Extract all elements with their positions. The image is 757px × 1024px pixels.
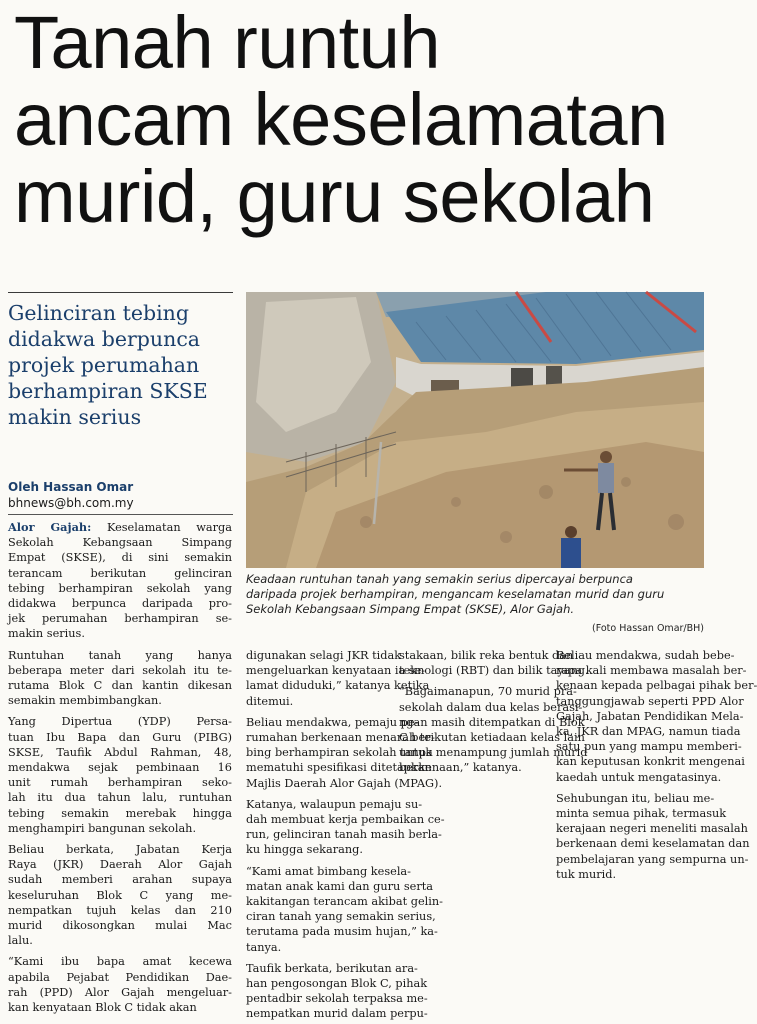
article-column-2	[246, 648, 445, 1022]
article-line	[8, 520, 232, 535]
article-line: terutama pada musim hujan,” ka-	[246, 925, 438, 939]
article-line: pembelajaran yang sempurna un-	[556, 852, 749, 866]
deck	[8, 300, 236, 430]
article-line: tanya.	[246, 940, 282, 954]
article-line: Beliau mendakwa, pemaju pe-	[246, 715, 419, 729]
article-line: makin serius.	[8, 627, 85, 641]
article-line: ciran tanah yang semakin serius,	[246, 910, 436, 924]
article-line: ka, JKR dan MPAG, namun tiada	[556, 725, 741, 739]
article-line: Majlis Daerah Alor Gajah (MPAG).	[246, 776, 443, 790]
article-line: sudah memberi arahan supaya	[8, 873, 232, 887]
article-line: menghampiri bangunan sekolah.	[8, 821, 197, 835]
article-line: bing berhampiran sekolah tanpa	[246, 746, 433, 760]
article-line: kan keputusan konkrit mengenai	[556, 755, 745, 769]
article-line: lah itu dua tahun lalu, runtuhan	[8, 791, 232, 805]
article-line: kakitangan terancam akibat gelin-	[246, 895, 443, 909]
article-line: “Kami ibu bapa amat kecewa	[8, 955, 232, 969]
photo-caption	[246, 572, 706, 617]
article-line: keseluruhan Blok C yang me-	[8, 888, 232, 902]
deck-line: makin serius	[8, 405, 142, 429]
article-line: han pengosongan Blok C, pihak	[246, 977, 428, 991]
article-line: Yang Dipertua (YDP) Persa-	[8, 715, 232, 729]
byline-rule	[8, 514, 233, 515]
article-line: stakaan, bilik reka bentuk dan	[399, 649, 574, 662]
deck-line: projek perumahan	[8, 353, 200, 377]
article-line: unit rumah berhampiran seko-	[8, 776, 232, 790]
article-line: tuan Ibu Bapa dan Guru (PIBG)	[8, 730, 232, 744]
deck-line: Gelinciran tebing	[8, 301, 189, 325]
deck-top-rule	[8, 292, 233, 293]
article-line: Beliau berkata, Jabatan Kerja	[8, 843, 232, 857]
article-line: “Kami amat bimbang kesela-	[246, 864, 411, 878]
deck-line: didakwa berpunca	[8, 327, 201, 351]
article-column-1	[8, 520, 232, 1015]
headline-line: ancam keselamatan	[14, 78, 668, 161]
article-line: mematuhi spesifikasi ditetapkan	[246, 761, 432, 775]
article-line: mengeluarkan kenyataan ia se-	[246, 664, 426, 678]
article-line: mendakwa sejak pembinaan 16	[8, 761, 232, 775]
article-line: rah (PPD) Alor Gajah mengeluar-	[8, 985, 232, 999]
article-line: didakwa berpunca daripada pro-	[8, 597, 232, 611]
article-line: semakin membimbangkan.	[8, 694, 162, 708]
article-line: C berikutan ketiadaan kelas lain	[399, 731, 585, 745]
article-line: Sekolah Kebangsaan Simpang	[8, 536, 232, 550]
article-line: Sehubungan itu, beliau me-	[556, 791, 715, 805]
article-line: beberapa meter dari sekolah itu te-	[8, 663, 232, 677]
article-line: tebing berhampiran sekolah yang	[8, 581, 232, 595]
article-line: teknologi (RBT) dan bilik tayang.	[399, 664, 589, 678]
article-line: terancam berikutan gelinciran	[8, 566, 232, 580]
article-line: Raya (JKR) Daerah Alor Gajah	[8, 858, 232, 872]
article-line: Empat (SKSE), di sini semakin	[8, 551, 232, 565]
article-line: matan anak kami dan guru serta	[246, 879, 434, 893]
article-line: nempatkan murid dalam perpu-	[246, 1007, 428, 1021]
headline	[14, 1, 704, 238]
article-line: minta semua pihak, termasuk	[556, 807, 727, 821]
article-line: Gajah, Jabatan Pendidikan Mela-	[556, 709, 744, 723]
article-line: pentadbir sekolah terpaksa me-	[246, 992, 428, 1006]
article-line: untuk menampung jumlah murid	[399, 746, 588, 760]
article-line: kerajaan negeri meneliti masalah	[556, 822, 748, 836]
article-line: dah membuat kerja pembaikan ce-	[246, 813, 445, 827]
headline-line: Tanah runtuh	[14, 1, 441, 84]
article-line: tebing semakin merebak hingga	[8, 806, 232, 820]
article-line: berkenaan demi keselamatan dan	[556, 837, 750, 851]
article-line: “Bagaimanapun, 70 murid pra-	[399, 685, 577, 699]
headline-line: murid, guru sekolah	[14, 155, 655, 238]
article-line: rapa kali membawa masalah ber-	[556, 664, 747, 678]
article-line: berkenaan,” katanya.	[399, 761, 522, 775]
article-line: rutama Blok C dan kantin dikesan	[8, 679, 232, 693]
article-line: ditemui.	[246, 694, 294, 708]
byline-author: Oleh Hassan Omar	[8, 480, 134, 494]
article-column-4	[556, 648, 757, 882]
caption-line: Sekolah Kebangsaan Simpang Empat (SKSE), Alor Gajah.	[246, 602, 575, 616]
caption-line: daripada projek berhampiran, mengancam keselamatan murid dan guru	[246, 587, 665, 601]
article-line: kan kenyataan Blok C tidak akan	[8, 1001, 197, 1015]
landslide-photo-illustration	[246, 292, 704, 568]
article-line: tuk murid.	[556, 867, 617, 881]
byline-email: bhnews@bh.com.my	[8, 496, 134, 510]
article-line: nempatkan tujuh kelas dan 210	[8, 903, 232, 917]
deck-line: berhampiran SKSE	[8, 379, 208, 403]
article-line: sekolah dalam dua kelas berasi-	[399, 700, 583, 714]
article-line: lamat diduduki,” katanya ketika	[246, 679, 430, 693]
article-line: Taufik berkata, berikutan ara-	[246, 961, 418, 975]
news-photo	[246, 292, 704, 568]
caption-line: Keadaan runtuhan tanah yang semakin serius dipercayai berpunca	[246, 572, 633, 586]
article-line: murid dikosongkan mulai Mac	[8, 919, 232, 933]
article-line: apabila Pejabat Pendidikan Dae-	[8, 970, 232, 984]
article-line: kenaan kepada pelbagai pihak ber-	[556, 679, 757, 693]
article-line: jek perumahan berhampiran se-	[8, 612, 232, 626]
article-line: kaedah untuk mengatasinya.	[556, 770, 722, 784]
article-line: ku hingga sekarang.	[246, 843, 363, 857]
article-line: digunakan selagi JKR tidak	[246, 649, 402, 662]
article-line: Beliau mendakwa, sudah bebe-	[556, 649, 735, 662]
article-line: satu pun yang mampu memberi-	[556, 740, 742, 754]
article-line: rumahan berkenaan menarah te-	[246, 731, 435, 745]
dateline: Alor Gajah:	[8, 520, 92, 534]
article-line: Katanya, walaupun pemaju su-	[246, 797, 423, 811]
article-column-3	[399, 648, 589, 776]
article-line: tanggungjawab seperti PPD Alor	[556, 694, 744, 708]
article-text: Keselamatan warga	[91, 521, 233, 534]
article-line: Runtuhan tanah yang hanya	[8, 648, 232, 662]
article-line: lalu.	[8, 934, 33, 948]
byline	[8, 479, 236, 511]
article-line: run, gelinciran tanah masih berla-	[246, 828, 442, 842]
article-line: ngan masih ditempatkan di Blok	[399, 715, 585, 729]
article-line: SKSE, Taufik Abdul Rahman, 48,	[8, 745, 232, 759]
photo-credit: (Foto Hassan Omar/BH)	[592, 623, 704, 634]
